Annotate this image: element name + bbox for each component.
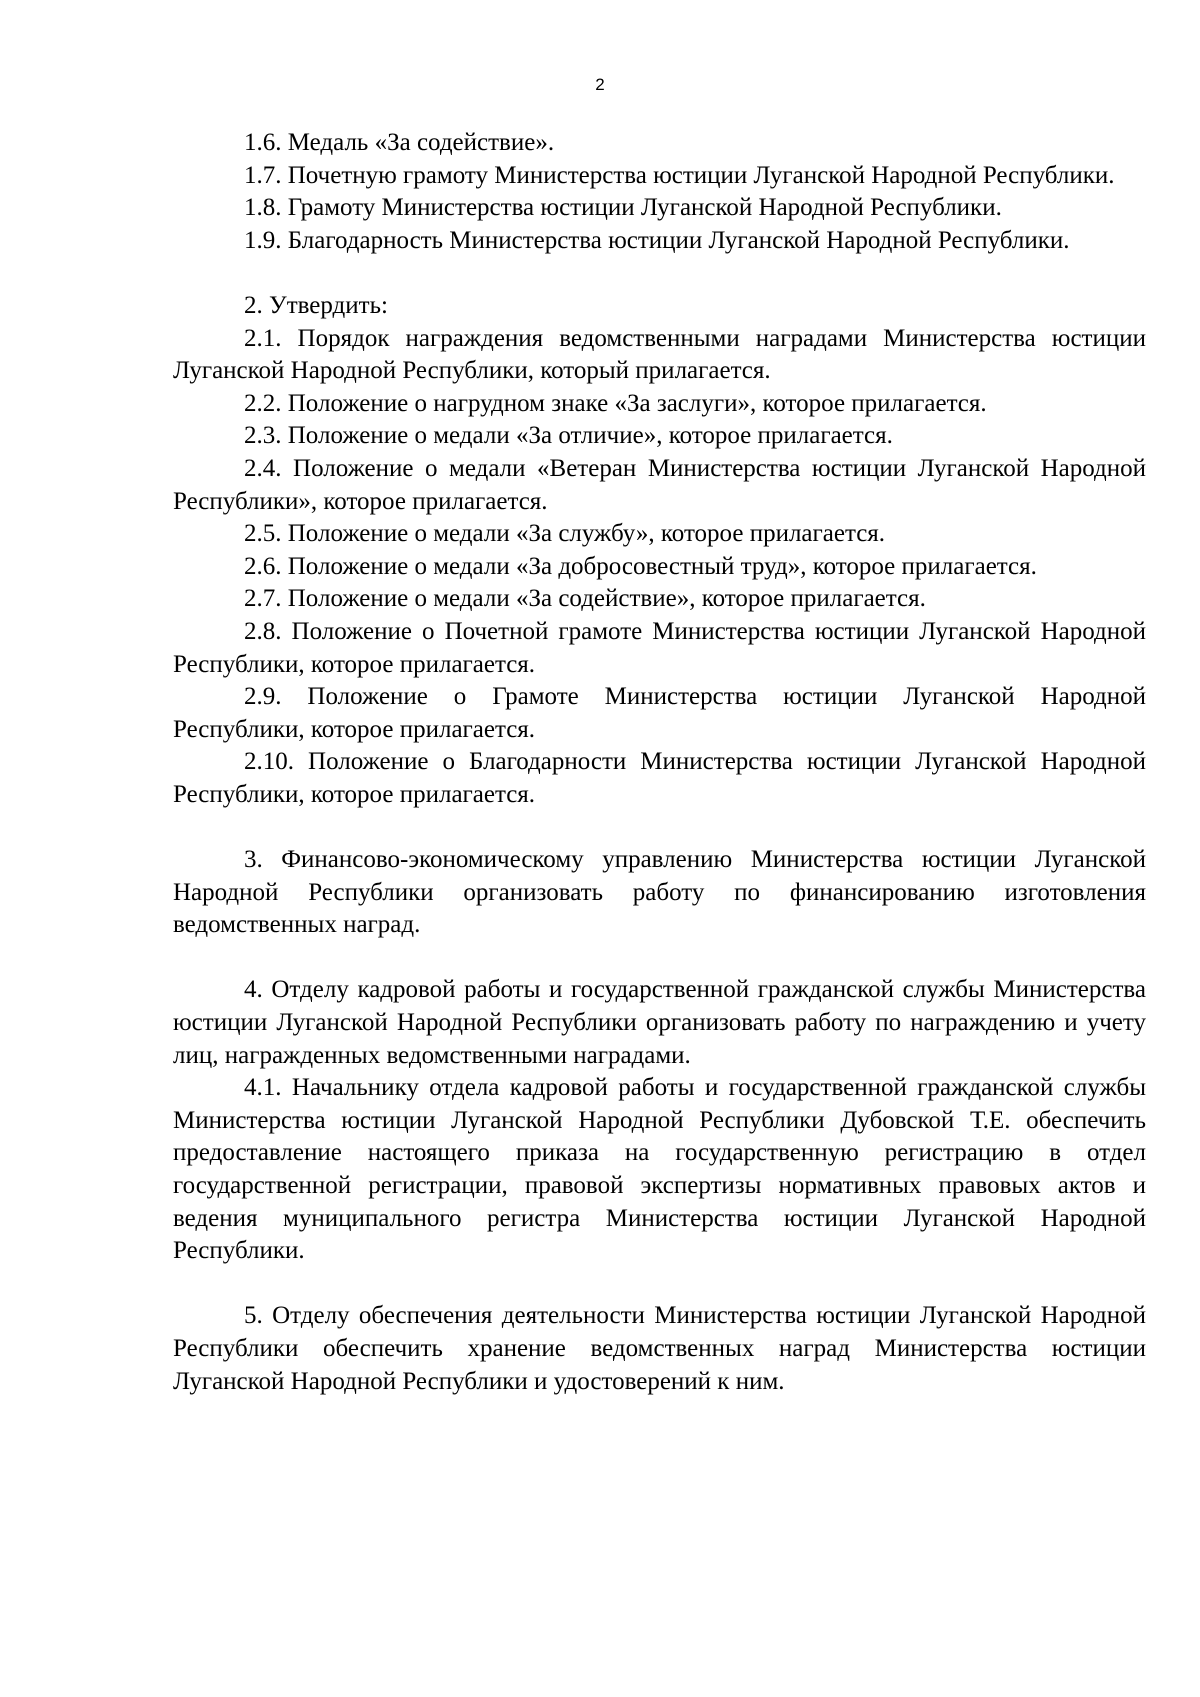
paragraph-2: 2. Утвердить: [244, 291, 388, 319]
paragraph-1-9: 1.9. Благодарность Министерства юстиции Луганской Народной Республики. [244, 226, 1070, 254]
paragraph-2-10: 2.10. Положение о Благодарности Министерства юстиции Луганской Народной Республики, которое прилагается. [173, 748, 1146, 808]
paragraph-1-6: 1.6. Медаль «За содействие». [244, 129, 555, 156]
paragraph-2-4: 2.4. Положение о медали «Ветеран Министерства юстиции Луганской Народной Республики», которое прилагается. [173, 454, 1146, 515]
paragraph-2-6: 2.6. Положение о медали «За добросовестный труд», которое прилагается. [244, 552, 1037, 580]
paragraph-1-8: 1.8. Грамоту Министерства юстиции Луганской Народной Республики. [244, 194, 1002, 222]
paragraph-1-7: 1.7. Почетную грамоту Министерства юстиции Луганской Народной Республики. [244, 161, 1115, 189]
paragraph-3: 3. Финансово-экономическому управлению Министерства юстиции Луганской Народной Республики организовать работу по финансированию изготовления ведомственных наград. [173, 846, 1146, 939]
paragraph-4: 4. Отделу кадровой работы и государственной гражданской службы Министерства юстиции Луганской Народной Республики организовать работу по награждению и учету лиц, награжденных ведомственными наградами. [173, 976, 1146, 1069]
paragraph-4-1: 4.1. Начальнику отдела кадровой работы и государственной гражданской службы Министерства юстиции Луганской Народной Республики Дубовской Т.Е. обеспечить предоставление настоящего приказа на государственную регистрацию в отдел государственной регистрации, правовой экспертизы нормативных правовых актов и ведения муниципального регистра Министерства юстиции Луганской Народной Республики. [173, 1074, 1146, 1265]
paragraph-2-7: 2.7. Положение о медали «За содействие», которое прилагается. [244, 585, 926, 613]
paragraph-2-2: 2.2. Положение о нагрудном знаке «За заслуги», которое прилагается. [244, 389, 987, 417]
paragraph-2-1: 2.1. Порядок награждения ведомственными наградами Министерства юстиции Луганской Народной Республики, который прилагается. [173, 324, 1146, 385]
page-number: 2 [595, 75, 605, 94]
paragraph-5: 5. Отделу обеспечения деятельности Министерства юстиции Луганской Народной Республики обеспечить хранение ведомственных наград Министерства юстиции Луганской Народной Республики и удостоверений к ним. [173, 1302, 1146, 1395]
paragraph-2-8: 2.8. Положение о Почетной грамоте Министерства юстиции Луганской Народной Республики, которое прилагается. [173, 617, 1146, 678]
paragraph-2-9: 2.9. Положение о Грамоте Министерства юстиции Луганской Народной Республики, которое прилагается. [173, 683, 1146, 743]
document-body [173, 127, 1146, 1398]
paragraph-2-5: 2.5. Положение о медали «За службу», которое прилагается. [244, 520, 886, 548]
paragraph-2-3: 2.3. Положение о медали «За отличие», которое прилагается. [244, 422, 893, 450]
